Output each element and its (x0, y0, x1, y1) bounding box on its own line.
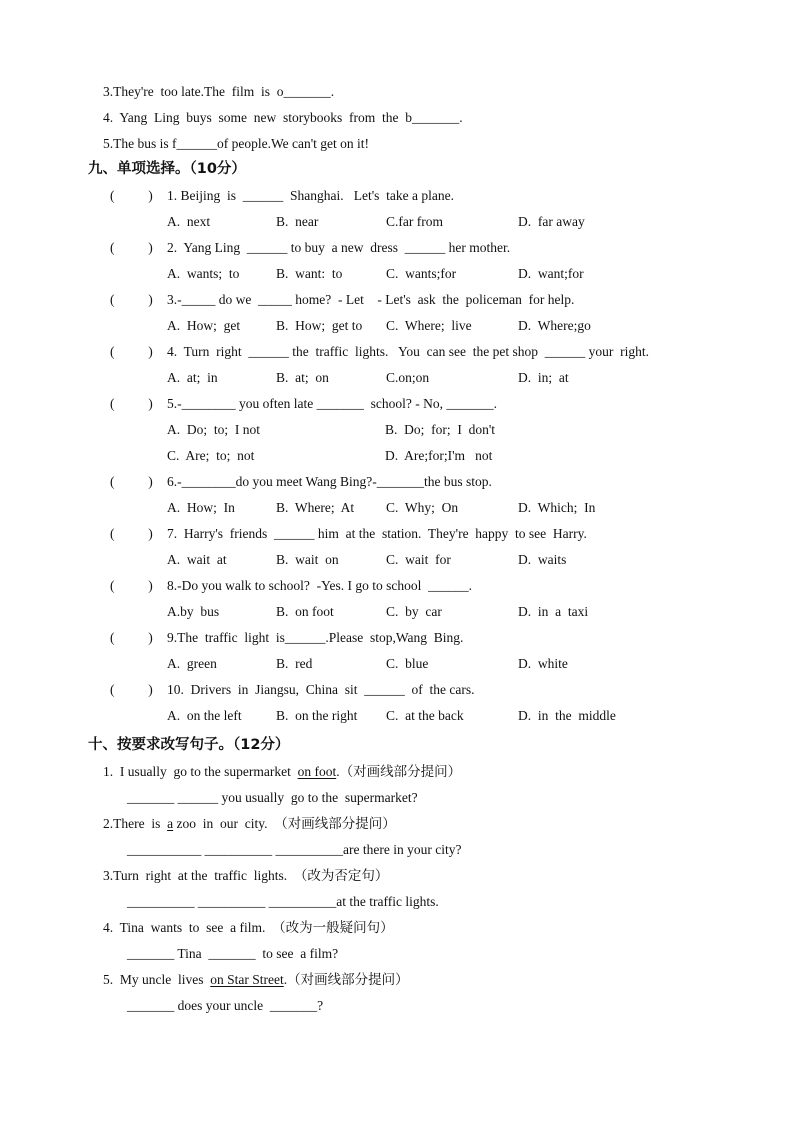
option: A. How; In (167, 500, 235, 515)
option: B. at; on (276, 370, 329, 385)
rewrite-prompt (103, 919, 394, 937)
underlined-part: a (167, 816, 174, 831)
instruction-text: zoo in our city. （对画线部分提问） (173, 816, 396, 831)
option: A. How; get (167, 318, 241, 333)
option: B. Where; At (276, 500, 355, 515)
option: C. Why; On (386, 500, 459, 515)
rewrite-prompt (103, 867, 388, 885)
question-text: 9.The traffic light is______.Please stop,Wang Bing. (167, 630, 464, 645)
prompt-text: 4. Tina wants to see a film. （改为一般疑问句） (103, 920, 394, 935)
prompt-text: 5. My uncle lives (103, 972, 211, 987)
option: D. white (518, 656, 568, 671)
question-text: 1. Beijing is ______ Shanghai. Let's take a plane. (167, 188, 455, 203)
option: B. Do; for; I don't (385, 422, 496, 437)
option: C.far from (386, 214, 443, 229)
option: D. in a taxi (518, 604, 589, 619)
fill-blank-5: 5.The bus is f______of people.We can't get on it! (103, 136, 370, 151)
option: B. want: to (276, 266, 343, 281)
question-text: 6.-________do you meet Wang Bing?-_______the bus stop. (167, 474, 492, 489)
question-text: 10. Drivers in Jiangsu, China sit ______ of the cars. (167, 682, 475, 697)
question-text: 7. Harry's friends ______ him at the station. They're happy to see Harry. (167, 526, 587, 541)
fill-blank-4: 4. Yang Ling buys some new storybooks from the b_______. (103, 110, 463, 125)
option: D. far away (518, 214, 585, 229)
option: D. waits (518, 552, 567, 567)
option: C. wait for (386, 552, 451, 567)
option: A. next (167, 214, 211, 229)
option: C. Are; to; not (167, 448, 255, 463)
answer-bracket[interactable]: ( ) (110, 188, 153, 203)
answer-line[interactable]: _______ does your uncle _______? (127, 998, 324, 1013)
option: A. wants; to (167, 266, 240, 281)
answer-bracket[interactable]: ( ) (110, 292, 153, 307)
underlined-part: on Star Street (210, 972, 284, 987)
question-text: 3.-_____ do we _____ home? - Let - Let's ask the policeman for help. (167, 292, 575, 307)
option: C. blue (386, 656, 429, 671)
answer-bracket[interactable]: ( ) (110, 396, 153, 411)
option: B. near (276, 214, 319, 229)
option: C. at the back (386, 708, 464, 723)
answer-bracket[interactable]: ( ) (110, 578, 153, 593)
option: C. Where; live (386, 318, 472, 333)
prompt-text: 3.Turn right at the traffic lights. （改为否定句） (103, 868, 389, 883)
option: C. by car (386, 604, 442, 619)
option: D. in the middle (518, 708, 616, 723)
rewrite-prompt (103, 763, 461, 781)
question-text: 5.-________ you often late _______ school? - No, _______. (167, 396, 497, 411)
question-text: 8.-Do you walk to school? -Yes. I go to school ______. (167, 578, 472, 593)
option: B. wait on (276, 552, 339, 567)
question-text: 2. Yang Ling ______ to buy a new dress ______ her mother. (167, 240, 511, 255)
option: D. Which; In (518, 500, 596, 515)
answer-line[interactable]: ___________ __________ __________are there in your city? (127, 842, 462, 857)
option: C.on;on (386, 370, 430, 385)
option: A. wait at (167, 552, 227, 567)
answer-line[interactable]: _______ ______ you usually go to the supermarket? (127, 790, 418, 805)
answer-bracket[interactable]: ( ) (110, 526, 153, 541)
option: D. Are;for;I'm not (385, 448, 493, 463)
section-9-heading: 九、单项选择。（10分） (88, 161, 246, 177)
option: D. in; at (518, 370, 569, 385)
underlined-part: on foot (297, 764, 337, 779)
option: C. wants;for (386, 266, 457, 281)
answer-line[interactable]: __________ __________ __________at the traffic lights. (127, 894, 439, 909)
answer-bracket[interactable]: ( ) (110, 682, 153, 697)
fill-blank-3: 3.They're too late.The film is o_______. (103, 84, 335, 99)
answer-bracket[interactable]: ( ) (110, 630, 153, 645)
answer-line[interactable]: _______ Tina _______ to see a film? (127, 946, 339, 961)
answer-bracket[interactable]: ( ) (110, 474, 153, 489)
answer-bracket[interactable]: ( ) (110, 344, 153, 359)
option: B. on the right (276, 708, 358, 723)
section-10-heading: 十、按要求改写句子。（12分） (88, 737, 290, 753)
option: B. on foot (276, 604, 334, 619)
instruction-text: .（对画线部分提问） (336, 764, 462, 779)
rewrite-prompt (103, 971, 409, 989)
prompt-text: 1. I usually go to the supermarket (103, 764, 298, 779)
option: B. red (276, 656, 313, 671)
instruction-text: .（对画线部分提问） (283, 972, 409, 987)
option: A. on the left (167, 708, 242, 723)
prompt-text: 2.There is (103, 816, 168, 831)
option: A. green (167, 656, 217, 671)
option: A. Do; to; I not (167, 422, 260, 437)
question-text: 4. Turn right ______ the traffic lights. You can see the pet shop ______ your right. (167, 344, 649, 359)
option: A.by bus (167, 604, 220, 619)
option: D. want;for (518, 266, 584, 281)
option: B. How; get to (276, 318, 363, 333)
option: A. at; in (167, 370, 218, 385)
rewrite-prompt (103, 815, 396, 833)
option: D. Where;go (518, 318, 591, 333)
answer-bracket[interactable]: ( ) (110, 240, 153, 255)
